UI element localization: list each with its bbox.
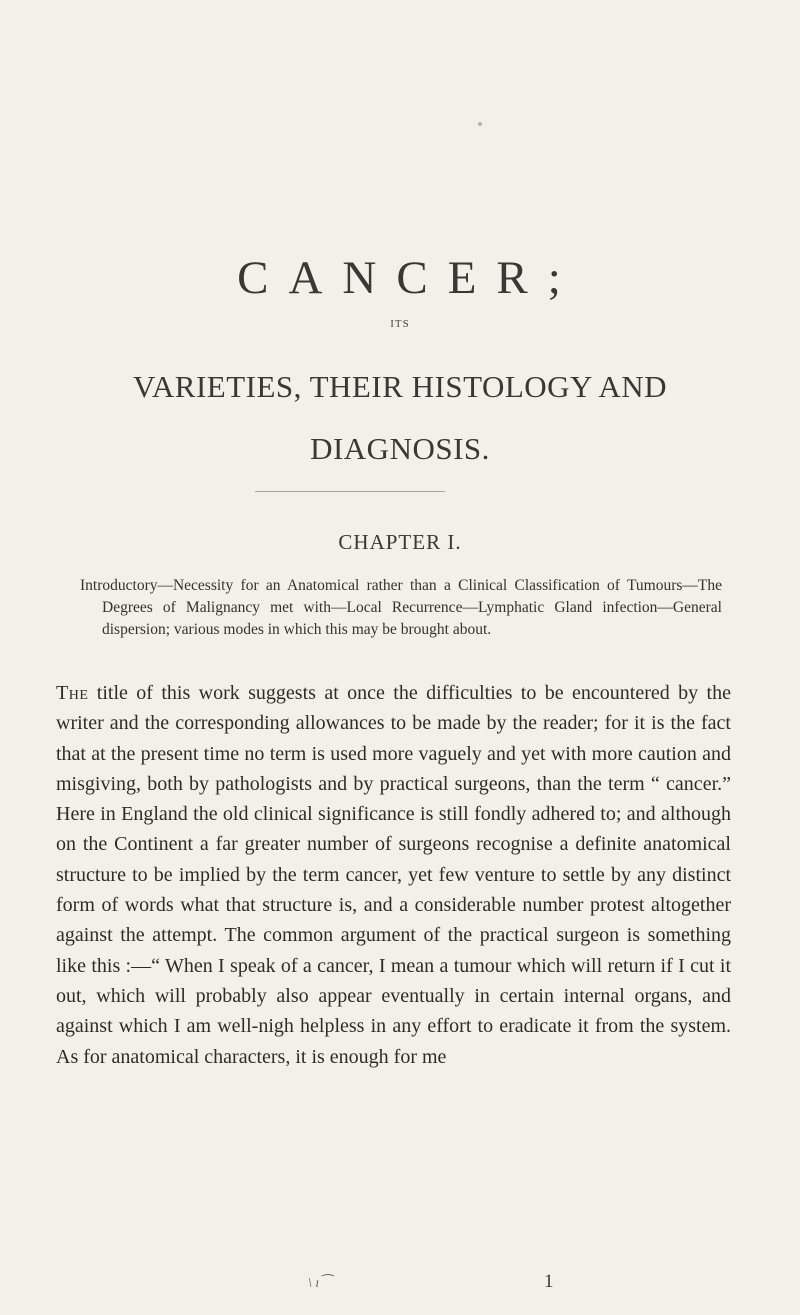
signature-mark: \ ı⁀ xyxy=(308,1276,331,1291)
title-connector: ITS xyxy=(390,318,410,330)
book-title: CANCER; xyxy=(237,252,581,304)
chapter-synopsis: Introductory—Necessity for an Anatomical rather than a Clinical Classification of Tumours—The Degrees of Malignancy met with—Local Recurrence—Lymphatic Gland infection—General dispersion; various modes in which this may be brought about. xyxy=(80,577,722,639)
body-paragraph xyxy=(56,678,731,1072)
page-number: 1 xyxy=(544,1271,554,1292)
body-text: title of this work suggests at once the difficulties to be encountered by the writer and the corresponding allowances to be made by the reader; for it is the fact that at the present time no term is used more vaguely and yet with more caution and misgiving, both by pathologists and by practical surgeons, than the term “ cancer.” Here in England the old clinical significance is still fondly adhered to; and although on the Continent a far greater number of surgeons recognise a definite anatomical structure to be implied by the term cancer, yet few venture to settle by any distinct form of words what that structure is, and a considerable number protest altogether against the attempt. The common argument of the practical surgeon is something like this :—“ When I speak of a cancer, I mean a tumour which will return if I cut it out, which will probably also appear eventually in certain internal organs, and against which I am well-nigh helpless in any effort to eradicate it from the system. As for anatomical characters, it is enough for me xyxy=(56,682,731,1068)
paper-speck xyxy=(478,122,482,126)
subtitle-line-2: DIAGNOSIS. xyxy=(310,431,490,466)
divider-rule xyxy=(255,491,445,492)
body-lead-word: The xyxy=(56,682,89,704)
subtitle-line-1: VARIETIES, THEIR HISTOLOGY AND xyxy=(133,369,667,404)
chapter-heading: CHAPTER I. xyxy=(338,530,462,554)
